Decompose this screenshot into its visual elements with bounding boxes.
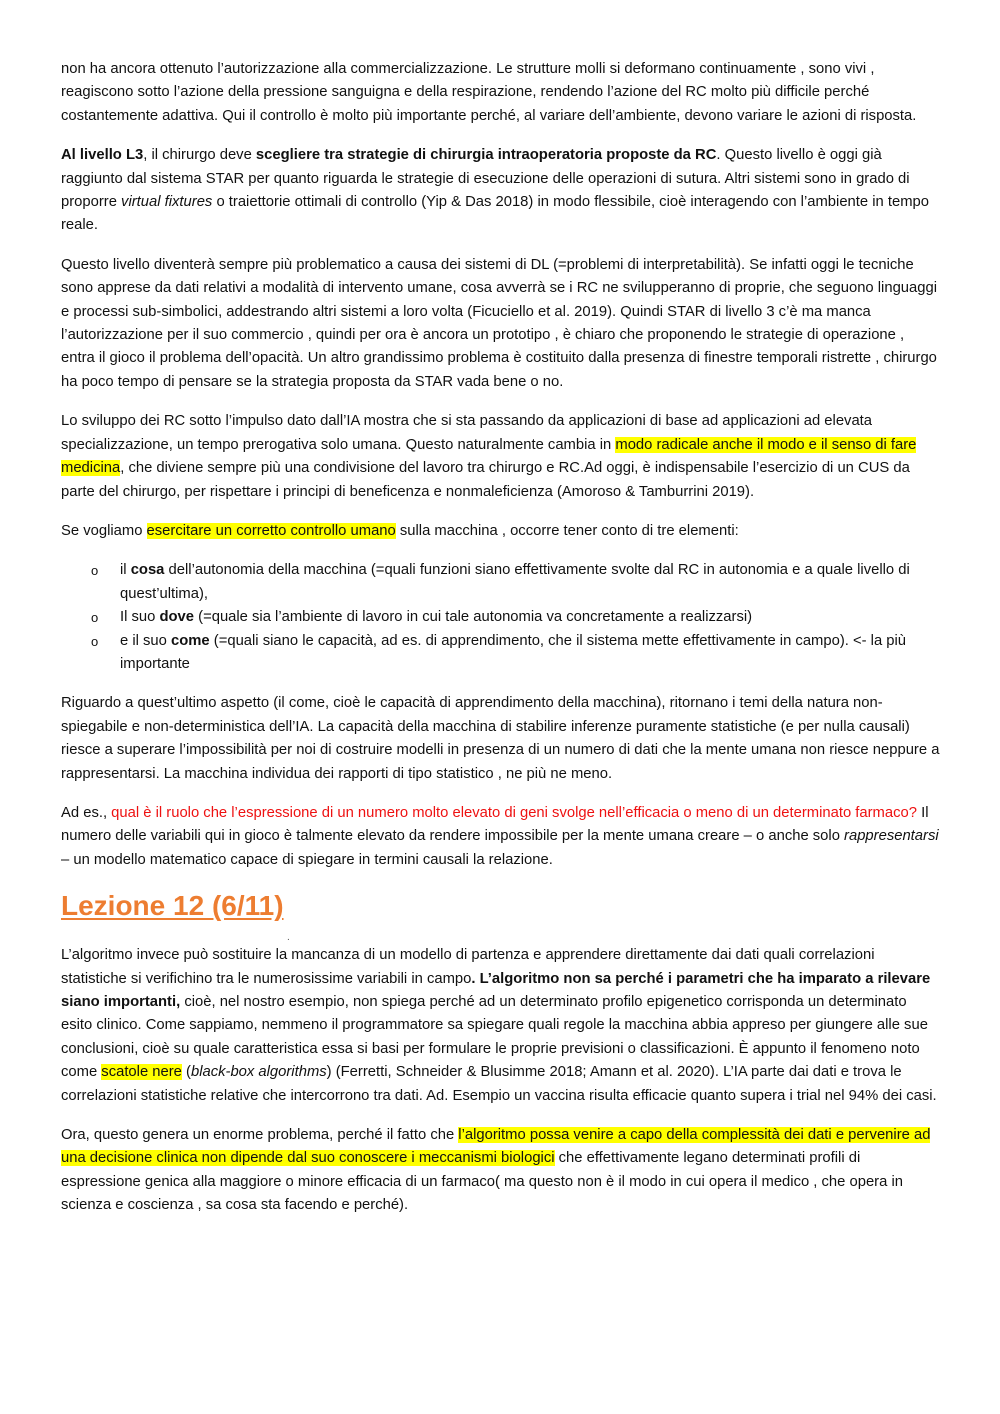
- paragraph-4: [61, 410, 941, 504]
- text-run: Questo livello diventerà sempre più problematico a causa dei sistemi di DL (=problemi di interpretabilità). Se infatti oggi le tecniche sono apprese da dati relativi a modalità di intervento umane, cosa avverrà se i RC ne svilupperanno di proprie, che seguono linguaggi e processi sub-simbolici, addestrando altri sistemi a loro volta (Ficuciello et al. 2019). Quindi STAR di livello 3 c’è ma manca l’autorizzazione per il suo commercio , quindi per ora è ancora un prototipo , è chiaro che proponendo le strategie di operazione , entra il gioco il problema dell’opacità. Un altro grandissimo problema è costituito dalla presenza di finestre temporali ristrette , chirurgo ha poco tempo di pensare se la strategia proposta da STAR vada bene o no.: [61, 256, 938, 390]
- red-question-text: qual è il ruolo che l’espressione di un numero molto elevato di geni svolge nell’efficacia o meno di un determinato farmaco?: [111, 804, 917, 821]
- bold-run: Al livello L3: [61, 147, 144, 164]
- text-run: sulla macchina , occorre tener conto di tre elementi:: [395, 522, 739, 539]
- text-run: Ora, questo genera un enorme problema, perché il fatto che: [61, 1127, 459, 1144]
- italic-run: black-box algorithms: [190, 1064, 327, 1081]
- highlighted-text: scatole nere: [101, 1064, 182, 1081]
- text-run: cioè, nel nostro esempio, non spiega perché ad un determinato profilo epigenetico corrisponda un determinato esito clinico. Come sappiamo, nemmeno il programmatore sa spiegare quali regole la macchina abbia appreso per giungere alle sue conclusioni, cioè su quale caratteristica essa si basi per formulare le proprie previsioni o classificazioni. È appunto il fenomeno noto come: [61, 994, 928, 1081]
- document-page: [61, 58, 941, 1234]
- text-run: – un modello matematico capace di spiegare in termini causali la relazione.: [61, 851, 553, 868]
- italic-run: rappresentarsi: [844, 828, 939, 845]
- circle-bullet-icon: o: [91, 610, 99, 626]
- text-run: ) (Ferretti, Schneider & Blusimme 2018; Amann et al. 2020). L’IA parte dai dati e trova le correlazioni statistiche relative che intercorrono tra dati. Ad. Esempio un vaccina risulta efficacie quanto supera i trial nel 94% dei casi.: [61, 1064, 937, 1104]
- paragraph-5: [61, 520, 941, 543]
- text-run: che effettivamente legano determinati profili di espressione genica alla maggiore o minore efficacia di un farmaco( ma questo non è il modo in cui opera il medico , che opera in scienza e coscienza , sa cosa sta facendo e perché).: [61, 1150, 903, 1214]
- bold-run: come: [171, 632, 210, 649]
- paragraph-3: [61, 254, 941, 394]
- text-run: Il suo: [120, 609, 160, 626]
- text-run: non ha ancora ottenuto l’autorizzazione alla commercializzazione. Le strutture molli si deformano continuamente , sono vivi , reagiscono sotto l’azione della pressione sanguigna e della respirazione, rendendo l’azione del RC molto più difficile perché costantemente adattiva. Qui il controllo è molto più importante perché, al variare dell’ambiente, devono variare le azioni di risposta.: [61, 61, 917, 124]
- text-run: (=quali siano le capacità, ad es. di apprendimento, che il sistema mette effettivamente in campo). <- la più importante: [120, 632, 907, 672]
- list-item: [61, 630, 941, 677]
- text-run: L’algoritmo invece può sostituire la mancanza di un modello di partenza e apprendere direttamente dai dati quali correlazioni statistiche si verifichino tra le numerosissime variabili in campo: [61, 947, 875, 987]
- bullet-list: [61, 559, 941, 676]
- highlighted-text: modo radicale anche il modo e il senso di fare medicina: [61, 436, 917, 477]
- text-run: (: [181, 1064, 191, 1081]
- text-run: dell’autonomia della macchina (=quali funzioni siano effettivamente svolte dal RC in autonomia e a quale livello di quest’ultima),: [120, 562, 910, 602]
- paragraph-9: [61, 1124, 941, 1218]
- text-run: , che diviene sempre più una condivisione del lavoro tra chirurgo e RC.Ad oggi, è indispensabile l’esercizio di un CUS da parte del chirurgo, per rispettare i principi di beneficenza e nonmaleficienza (Amoroso & Tamburrini 2019).: [61, 460, 910, 500]
- bold-run: dove: [159, 609, 195, 626]
- text-run: . Questo livello è oggi già raggiunto dal sistema STAR per quanto riguarda le strategie di esecuzione delle operazioni di sutura. Altri sistemi sono in grado di proporre: [61, 147, 910, 211]
- text-run: Ad es.,: [61, 804, 112, 821]
- highlighted-text: l’algoritmo possa venire a capo della complessità dei dati e pervenire ad una decisione clinica non dipende dal suo conoscere i meccanismi biologici: [61, 1127, 931, 1167]
- paragraph-6: [61, 692, 941, 786]
- heading-underline-mark: [61, 930, 941, 944]
- paragraph-2: [61, 144, 941, 238]
- bold-run: scegliere tra strategie di chirurgia intraoperatoria proposte da RC: [255, 147, 717, 164]
- paragraph-8: [61, 944, 941, 1108]
- paragraph-7: [61, 802, 941, 872]
- bold-run: cosa: [130, 562, 165, 579]
- text-run: Lo sviluppo dei RC sotto l’impulso dato dall’IA mostra che si sta passando da applicazioni di base ad applicazioni ad elevata specializzazione, un tempo prerogativa solo umana. Questo naturalmente cambia in: [61, 413, 873, 453]
- text-run: e il suo: [120, 632, 171, 649]
- list-item: [61, 606, 941, 629]
- stray-dot: .: [287, 932, 290, 944]
- text-run: Riguardo a quest’ultimo aspetto (il come, cioè le capacità di apprendimento della macchina), ritornano i temi della natura non-spiegabile e non-deterministica dell’IA. La capacità della macchina di stabilire inferenze puramente statistiche (e per nulla causali) riesce a superare l’impossibilità per noi di costruire modelli in presenza di un numero di dati che la mente umana non riesce neppure a rappresentarsi. La macchina individua dei rapporti di tipo statistico , ne più ne meno.: [61, 695, 940, 782]
- circle-bullet-icon: o: [91, 563, 99, 579]
- text-run: (=quale sia l’ambiente di lavoro in cui tale autonomia va concretamente a realizzarsi): [194, 609, 753, 626]
- text-run: il: [120, 562, 131, 579]
- list-item: [61, 559, 941, 606]
- text-run: Il numero delle variabili qui in gioco è talmente elevato da rendere impossibile per la mente umana creare – o anche solo: [61, 804, 929, 845]
- highlighted-text: esercitare un corretto controllo umano: [146, 522, 396, 539]
- text-run: o traiettorie ottimali di controllo (Yip & Das 2018) in modo flessibile, cioè interagendo con l’ambiente in tempo reale.: [61, 194, 929, 234]
- italic-run: virtual fixtures: [121, 194, 213, 211]
- bold-run: . L’algoritmo non sa perché i parametri che ha imparato a rilevare siano importanti,: [61, 970, 931, 1010]
- paragraph-1: [61, 58, 941, 128]
- circle-bullet-icon: o: [91, 633, 99, 649]
- lesson-heading: Lezione 12 (6/11): [61, 890, 284, 922]
- text-run: , il chirurgo deve: [143, 147, 256, 164]
- text-run: Se vogliamo: [61, 522, 147, 539]
